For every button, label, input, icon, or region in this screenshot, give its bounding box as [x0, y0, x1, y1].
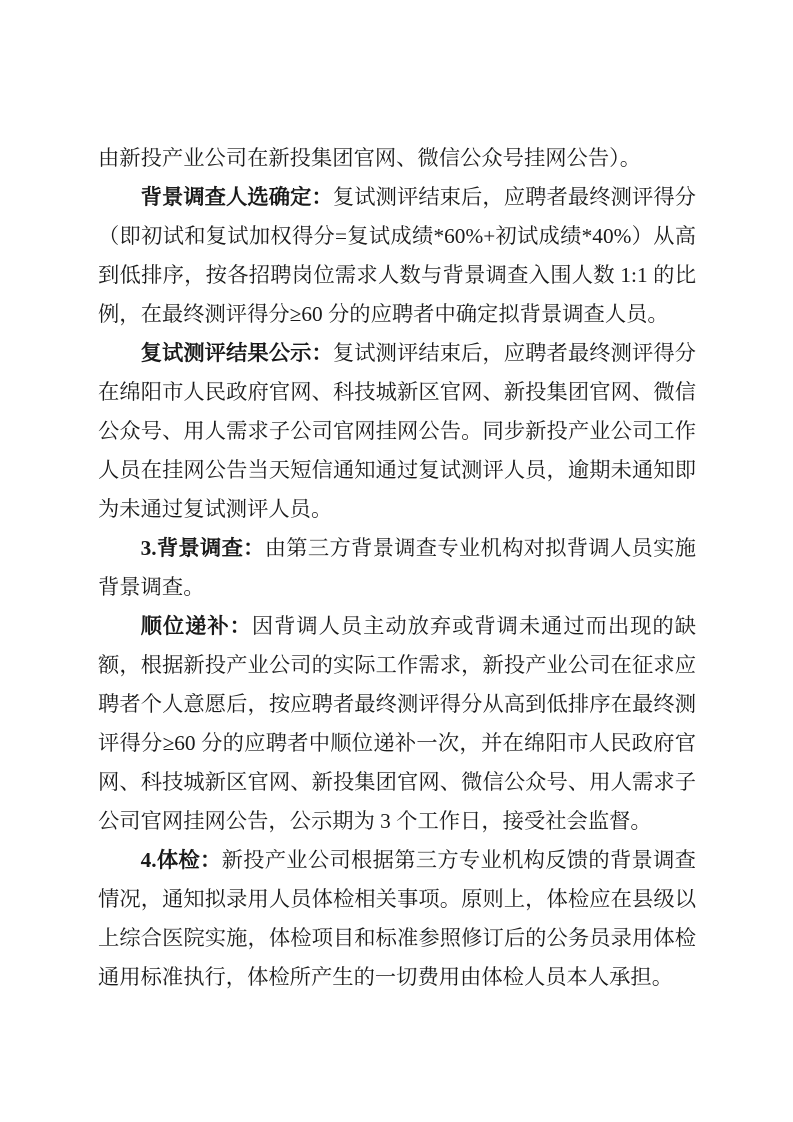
- document-body-text: [98, 139, 696, 997]
- paragraph-body: 由新投产业公司在新投集团官网、微信公众号挂网公告）。: [98, 146, 642, 170]
- paragraph-body: 复试测评结束后，应聘者最终测评得分在绵阳市人民政府官网、科技城新区官网、新投集团官网、微信公众号、用人需求子公司官网挂网公告。同步新投产业公司工作人员在挂网公告当天短信通知通过复试测评人员，逾期未通知即为未通过复试测评人员。: [98, 341, 696, 521]
- paragraph: [98, 139, 696, 178]
- paragraph: [98, 607, 696, 841]
- paragraph: [98, 334, 696, 529]
- paragraph-body: 新投产业公司根据第三方专业机构反馈的背景调查情况，通知拟录用人员体检相关事项。原则上，体检应在县级以上综合医院实施，体检项目和标准参照修订后的公务员录用体检通用标准执行，体检所产生的一切费用由体检人员本人承担。: [98, 848, 696, 989]
- paragraph-lead: 复试测评结果公示：: [140, 341, 333, 365]
- paragraph-lead: 3.背景调查：: [140, 536, 265, 560]
- paragraph-body: 复试测评结束后，应聘者最终测评得分（即初试和复试加权得分=复试成绩*60%+初试成绩*40%）从高到低排序，按各招聘岗位需求人数与背景调查入围人数 1:1 的比例，在最终测评得分≥60 分的应聘者中确定拟背景调查人员。: [98, 185, 696, 326]
- paragraph: [98, 841, 696, 997]
- paragraph-lead: 4.体检：: [140, 848, 222, 872]
- paragraph-body: 因背调人员主动放弃或背调未通过而出现的缺额，根据新投产业公司的实际工作需求，新投产业公司在征求应聘者个人意愿后，按应聘者最终测评得分从高到低排序在最终测评得分≥60 分的应聘者中顺位递补一次，并在绵阳市人民政府官网、科技城新区官网、新投集团官网、微信公众号、用人需求子公司官网挂网公告，公示期为 3 个工作日，接受社会监督。: [98, 614, 696, 833]
- paragraph: [98, 178, 696, 334]
- paragraph-body: 由第三方背景调查专业机构对拟背调人员实施背景调查。: [98, 536, 696, 599]
- paragraph-lead: 顺位递补：: [140, 614, 252, 638]
- paragraph-lead: 背景调查人选确定：: [140, 185, 333, 209]
- paragraph: [98, 529, 696, 607]
